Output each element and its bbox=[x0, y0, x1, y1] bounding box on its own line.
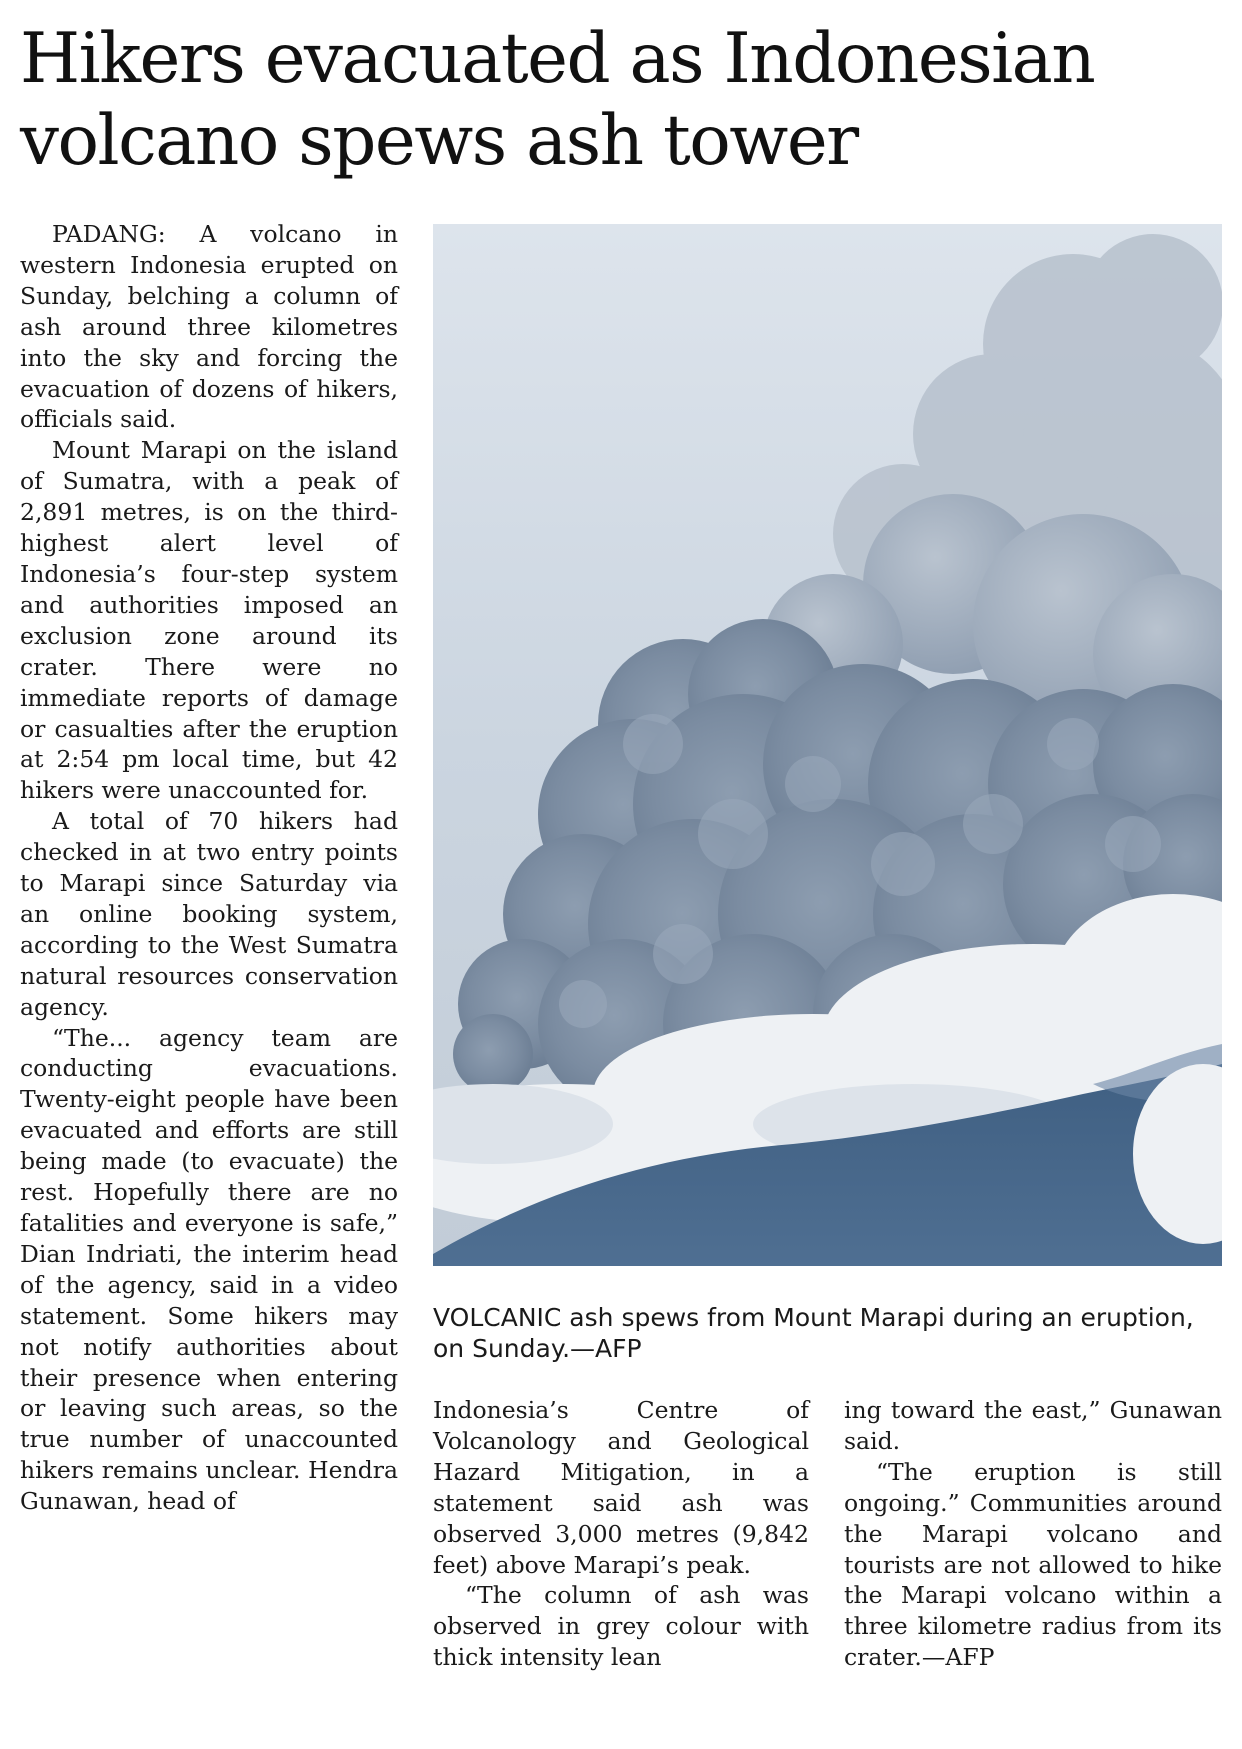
article-column-middle bbox=[433, 1395, 809, 1673]
headline: Hikers evacuated as Indonesian volcano spews ash tower bbox=[20, 19, 1095, 181]
ash-column-image bbox=[433, 224, 1222, 1266]
article-paragraph: PADANG: A volcano in western Indonesia erupted on Sunday, belching a column of ash around three kilometres into the sky and forcing the evacuation of dozens of hikers, officials said. bbox=[20, 220, 398, 434]
article-column-right bbox=[844, 1395, 1222, 1673]
volcano-eruption-photo bbox=[433, 224, 1222, 1266]
photo-caption: VOLCANIC ash spews from Mount Marapi during an eruption, on Sunday.—AFP bbox=[433, 1303, 1194, 1363]
article-paragraph: Mount Marapi on the island of Sumatra, with a peak of 2,891 metres, is on the third-highest alert level of Indonesia’s four-step system and authorities imposed an exclusion zone around its crater. There were no immediate reports of damage or casualties after the eruption at 2:54 pm local time, but 42 hikers were unaccounted for. bbox=[20, 436, 398, 805]
article-paragraph: “The eruption is still ongoing.” Communities around the Marapi volcano and tourists are not allowed to hike the Marapi volcano within a three kilometre radius from its crater.—AFP bbox=[844, 1457, 1222, 1672]
article-paragraph: A total of 70 hikers had checked in at two entry points to Marapi since Saturday via an online booking system, according to the West Sumatra natural resources conservation agency. bbox=[20, 807, 398, 1021]
article-paragraph: “The column of ash was observed in grey colour with thick intensity lean bbox=[433, 1581, 809, 1672]
article-paragraph: ing toward the east,” Gunawan said. bbox=[844, 1396, 1222, 1455]
article-column-left bbox=[20, 219, 398, 1517]
article-paragraph: Indonesia’s Centre of Volcanology and Geological Hazard Mitigation, in a statement said ash was observed 3,000 metres (9,842 feet) above Marapi’s peak. bbox=[433, 1396, 809, 1579]
article-paragraph: “The... agency team are conducting evacuations. Twenty-eight people have been evacuated and efforts are still being made (to evacuate) the rest. Hopefully there are no fatalities and everyone is safe,” Dian Indriati, the interim head of the agency, said in a video statement. Some hikers may not notify authorities about their presence when entering or leaving such areas, so the true number of unaccounted hikers remains unclear. Hendra Gunawan, head of bbox=[20, 1023, 398, 1516]
